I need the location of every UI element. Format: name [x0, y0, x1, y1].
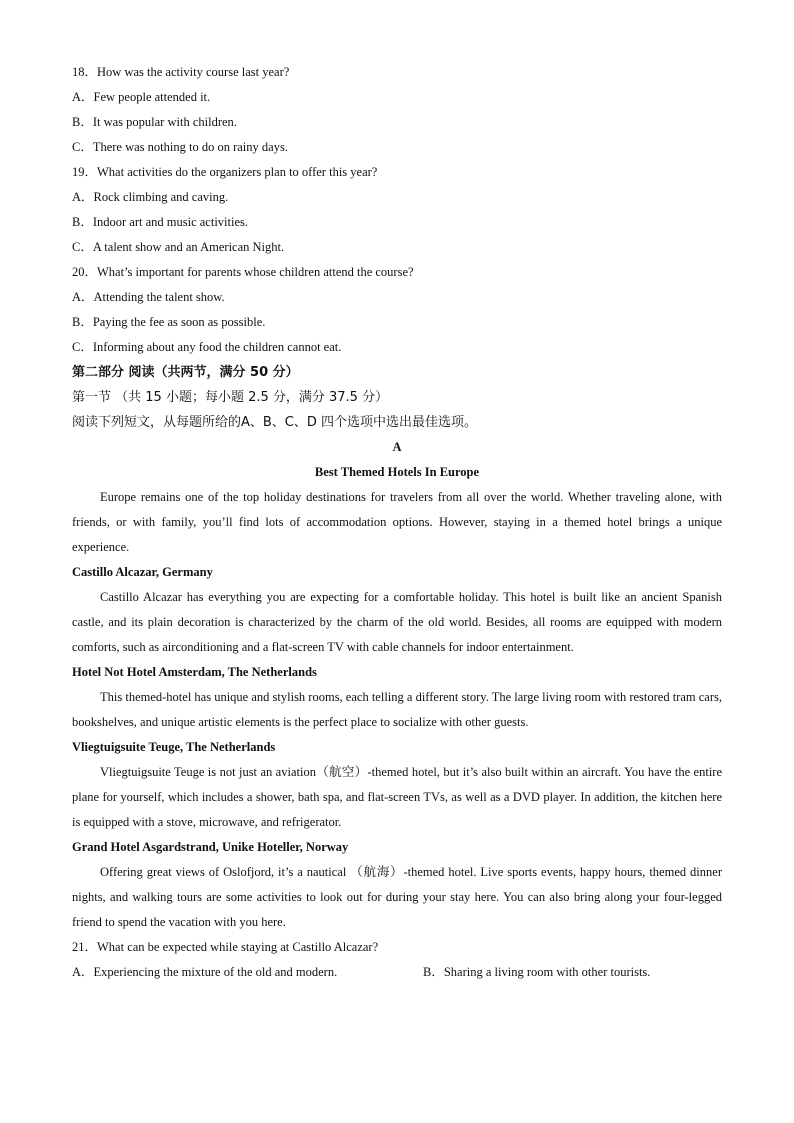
hotel-description: Offering great views of Oslofjord, it’s a nautical （航海）-themed hotel. Live sports events, happy hours, themed dinner nights, and walking tours are some activities to look out for during your stay here. You can also bring along your four-legged friend to spend the vacation with you here. [72, 865, 722, 929]
question-21: 21．What can be expected while staying at Castillo Alcazar? [72, 940, 379, 954]
hotel-name: Hotel Not Hotel Amsterdam, The Netherlands [72, 665, 317, 679]
option-a: A．Few people attended it. [72, 90, 211, 104]
option-c: C．There was nothing to do on rainy days. [72, 140, 288, 154]
question-text: 20．What’s important for parents whose children attend the course? [72, 265, 414, 279]
passage-title: Best Themed Hotels In Europe [314, 465, 480, 479]
hotel-description: This themed-hotel has unique and stylish rooms, each telling a different story. The large living room with restored tram cars, bookshelves, and unique artistic elements is the perfect place to socialize with other guests. [72, 690, 722, 729]
listening-question-18 [72, 60, 722, 160]
hotel-description: Vliegtuigsuite Teuge is not just an aviation（航空）-themed hotel, but it’s also built within an aircraft. You have the entire plane for yourself, which includes a shower, bath spa, and flat-screen TVs, as well as a DVD player. In addition, the kitchen here is equipped with a stove, microwave, and refrigerator. [72, 765, 722, 829]
hotel-name: Castillo Alcazar, Germany [72, 565, 213, 579]
passage-intro: Europe remains one of the top holiday destinations for travelers from all over the world. Whether traveling alone, with friends, or with family, you’ll find lots of accommodation options. However, staying in a themed hotel brings a unique experience. [72, 490, 722, 554]
question-21-options [72, 960, 722, 985]
option-b: B．It was popular with children. [72, 115, 237, 129]
option-a: A．Rock climbing and caving. [72, 190, 229, 204]
exam-page [72, 60, 722, 985]
option-b: B．Paying the fee as soon as possible. [72, 315, 266, 329]
part2-heading: 第二部分 阅读（共两节，满分 50 分） [72, 365, 299, 380]
listening-question-20 [72, 260, 722, 360]
question-text: 18．How was the activity course last year? [72, 65, 290, 79]
hotel-name: Grand Hotel Asgardstrand, Unike Hoteller, Norway [72, 840, 349, 854]
reading-instruction: 阅读下列短文，从每题所给的A、B、C、D 四个选项中选出最佳选项。 [72, 415, 478, 430]
option-a: A．Attending the talent show. [72, 290, 225, 304]
hotel-name: Vliegtuigsuite Teuge, The Netherlands [72, 740, 276, 754]
question-text: 19．What activities do the organizers plan to offer this year? [72, 165, 378, 179]
option-b: B．Indoor art and music activities. [72, 215, 249, 229]
section1-heading: 第一节 （共 15 小题；每小题 2.5 分，满分 37.5 分） [72, 390, 389, 405]
option-b: B．Sharing a living room with other tourists. [423, 965, 651, 979]
option-c: C．Informing about any food the children cannot eat. [72, 340, 342, 354]
option-a: A．Experiencing the mixture of the old and modern. [72, 965, 338, 979]
listening-question-19 [72, 160, 722, 260]
option-c: C．A talent show and an American Night. [72, 240, 285, 254]
passage-letter: A [392, 440, 402, 454]
hotel-description: Castillo Alcazar has everything you are expecting for a comfortable holiday. This hotel is built like an ancient Spanish castle, and its plain decoration is characterized by the charm of the old world. Besides, all rooms are equipped with modern comforts, such as airconditioning and a flat-screen TV with cable channels for indoor entertainment. [72, 590, 722, 654]
